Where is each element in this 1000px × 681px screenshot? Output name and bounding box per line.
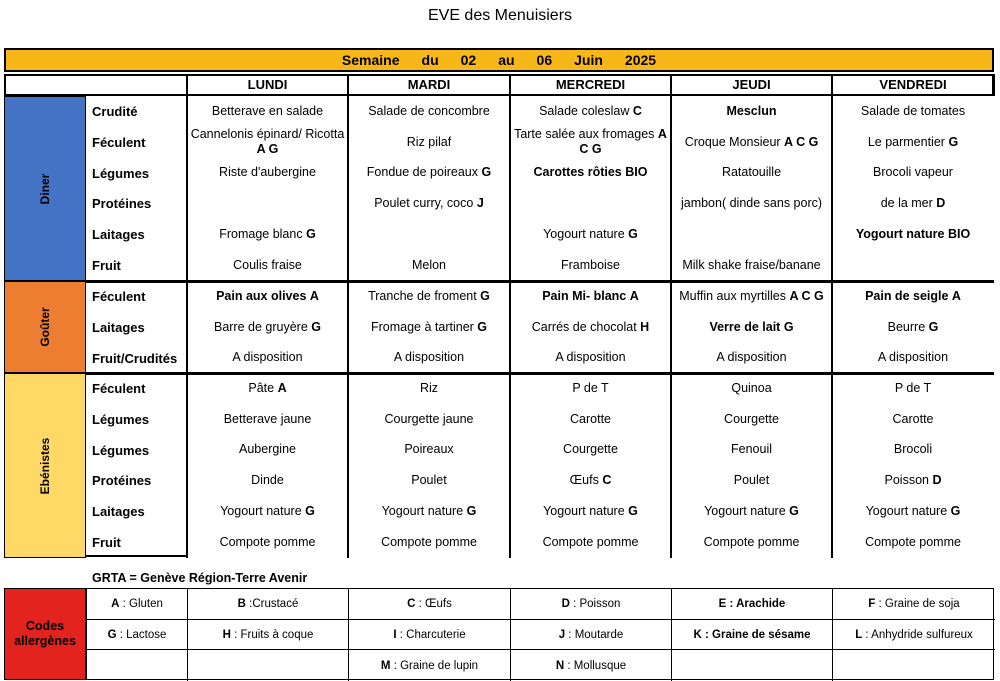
allergen-key: E: [718, 597, 727, 610]
allergen-code: A: [951, 288, 961, 303]
allergen-name: : Fruits à coque: [230, 628, 314, 641]
week-banner: [4, 48, 994, 72]
menu-item-text: Œufs C: [569, 473, 612, 488]
menu-item-text: Compote pomme: [381, 534, 477, 549]
allergen-code: A C G: [789, 288, 824, 303]
row-label: Protéines: [92, 196, 152, 212]
day-header-lundi: LUNDI: [247, 77, 288, 92]
menu-cell: [189, 188, 346, 219]
allergen-key: G: [107, 628, 117, 641]
allergen-key: N: [555, 659, 565, 672]
menu-cell: [189, 435, 346, 466]
allergen-code: G: [311, 319, 321, 334]
column-divider: [186, 74, 188, 558]
menu-item-text: Muffin aux myrtilles A C G: [679, 288, 824, 303]
section-ebenistes: [4, 373, 86, 558]
menu-cell: [350, 312, 508, 343]
allergen-cell: [188, 589, 349, 620]
section-label-gouter: Goûter: [38, 307, 52, 347]
allergen-code: G: [305, 504, 315, 519]
menu-item-text: Salade coleslaw C: [539, 103, 642, 118]
allergen-name: :Crustacé: [245, 597, 299, 610]
menu-cell: [350, 96, 508, 127]
allergen-code: G: [480, 288, 490, 303]
menu-item-text: Melon: [411, 257, 447, 272]
allergen-key: J: [558, 628, 566, 641]
menu-item-text: Tranche de froment G: [368, 288, 490, 303]
allergen-key: M: [380, 659, 391, 672]
menu-item-text: Carotte: [570, 411, 611, 426]
menu-cell: [350, 158, 508, 189]
allergen-name: : Gluten: [119, 597, 163, 610]
menu-cell: [189, 281, 346, 312]
menu-item-text: Poulet: [411, 473, 447, 488]
grta-note: GRTA = Genève Région-Terre Avenir: [92, 571, 308, 585]
menu-cell: [673, 219, 830, 250]
allergen-code: C: [632, 103, 642, 118]
menu-cell: [512, 343, 669, 374]
menu-cell: [189, 527, 346, 558]
menu-item-text: Salade de concombre: [368, 103, 490, 118]
menu-item-text: Carrés de chocolat H: [531, 319, 650, 334]
menu-cell: [189, 312, 346, 343]
menu-item-text: A disposition: [393, 350, 465, 365]
allergen-name: : Anhydride sulfureux: [862, 628, 973, 641]
allergen-code: G: [628, 504, 638, 519]
section-diner: [4, 96, 86, 281]
allergen-cell: [349, 650, 511, 681]
menu-cell: [673, 343, 830, 374]
menu-item-text: Yogourt nature G: [865, 504, 961, 519]
allergen-name: : Arachide: [726, 597, 786, 610]
allergen-key: L: [855, 628, 863, 641]
menu-item-text: Barre de gruyère G: [213, 319, 321, 334]
column-divider: [831, 74, 833, 558]
menu-item-text: Courgette jaune: [384, 411, 474, 426]
menu-cell: [834, 250, 992, 281]
allergen-cell: [511, 620, 672, 651]
menu-cell: [189, 343, 346, 374]
allergen-cell: [672, 620, 833, 651]
allergen-code: D: [936, 196, 946, 211]
week-year: 2025: [624, 52, 657, 68]
menu-cell: [834, 312, 992, 343]
menu-cell: [834, 435, 992, 466]
allergen-cell: [511, 589, 672, 620]
menu-item-text: Yogourt nature G: [704, 504, 799, 519]
menu-cell: [512, 312, 669, 343]
allergen-code: H: [640, 319, 650, 334]
week-month: Juin: [574, 52, 603, 68]
menu-cell: [834, 158, 992, 189]
allergen-code: G: [466, 504, 477, 519]
day-header-mercredi: MERCREDI: [555, 77, 626, 92]
allergen-name: : Graine de lupin: [390, 659, 479, 672]
week-from: du: [421, 52, 439, 68]
menu-item-text: Poireaux: [404, 442, 454, 457]
allergen-cell: [87, 589, 188, 620]
menu-cell: [834, 127, 992, 158]
allergen-code: A G: [256, 142, 279, 157]
allergen-cell: [188, 620, 349, 651]
allergen-key: C: [407, 597, 416, 610]
week-start-day: 02: [460, 52, 477, 68]
menu-item-text: Tarte salée aux fromages A C G: [514, 127, 667, 157]
menu-cell: [673, 188, 830, 219]
allergen-code: A: [277, 380, 287, 395]
menu-cell: [834, 527, 992, 558]
menu-cell: [673, 281, 830, 312]
menu-item-text: Carottes rôties BIO: [533, 165, 648, 180]
allergen-code: J: [476, 196, 484, 211]
menu-cell: [834, 373, 992, 404]
allergen-key: H: [222, 628, 231, 641]
menu-cell: [189, 465, 346, 496]
menu-item-text: Quinoa: [731, 380, 772, 395]
menu-cell: [673, 373, 830, 404]
menu-item-text: Croque Monsieur A C G: [684, 134, 819, 149]
allergen-key: I: [393, 628, 397, 641]
menu-cell: [189, 158, 346, 189]
menu-item-text: Riste d'aubergine: [219, 165, 316, 180]
menu-item-text: P de T: [572, 380, 609, 395]
menu-cell: [512, 435, 669, 466]
menu-item-text: A disposition: [555, 350, 626, 365]
menu-cell: [189, 96, 346, 127]
menu-cell: [512, 465, 669, 496]
menu-item-text: Pain aux olives A: [216, 288, 319, 303]
menu-item-text: Poulet: [733, 473, 770, 488]
menu-item-text: Carotte: [892, 411, 934, 426]
menu-item-text: Verre de lait G: [709, 319, 794, 334]
allergen-code: G: [306, 227, 316, 242]
menu-cell: [350, 281, 508, 312]
allergen-cell: [672, 650, 833, 681]
row-label: Légumes: [92, 411, 150, 427]
menu-item-text: Yogourt nature G: [220, 504, 315, 519]
allergen-name: : Moutarde: [565, 628, 624, 641]
row-label: Crudité: [92, 104, 138, 119]
section-label-diner: Diner: [38, 173, 52, 204]
allergen-cell: [188, 650, 349, 681]
menu-cell: [512, 281, 669, 312]
menu-cell: [673, 250, 830, 281]
menu-item-text: Yogourt nature BIO: [855, 227, 971, 242]
menu-item-text: Betterave jaune: [223, 411, 312, 426]
day-header-jeudi: JEUDI: [732, 77, 771, 92]
allergen-cell: [349, 589, 511, 620]
allergen-code: G: [783, 319, 794, 334]
menu-cell: [350, 527, 508, 558]
section-label-ebenistes: Ebénistes: [38, 437, 52, 494]
menu-item-text: Poisson D: [884, 473, 942, 488]
menu-item-text: Ratatouille: [721, 165, 782, 180]
row-label: Laitages: [92, 504, 145, 520]
menu-item-text: Courgette: [563, 442, 618, 457]
menu-cell: [189, 373, 346, 404]
column-divider: [993, 74, 995, 96]
menu-cell: [350, 404, 508, 435]
allergen-code: A C G: [784, 134, 819, 149]
menu-item-text: Riz: [419, 380, 439, 395]
menu-item-text: Compote pomme: [703, 534, 800, 549]
menu-item-text: Fenouil: [731, 442, 772, 457]
menu-cell: [512, 527, 669, 558]
menu-item-text: Brocoli vapeur: [873, 165, 953, 180]
menu-cell: [189, 127, 346, 158]
menu-cell: [673, 158, 830, 189]
menu-cell: [512, 219, 669, 250]
menu-item-text: Fondue de poireaux G: [366, 165, 492, 180]
menu-item-text: Milk shake fraise/banane: [682, 257, 821, 272]
allergen-key: F: [868, 597, 876, 610]
menu-item-text: Dinde: [251, 473, 284, 488]
menu-cell: [834, 496, 992, 527]
week-to: au: [498, 52, 515, 68]
day-header-vendredi: VENDREDI: [879, 77, 947, 92]
allergen-name: : Poisson: [569, 597, 621, 610]
menu-item-text: Brocoli: [893, 442, 933, 457]
menu-item-text: jambon( dinde sans porc): [680, 196, 823, 211]
menu-item-text: Fromage à tartiner G: [370, 319, 488, 334]
menu-cell: [350, 219, 508, 250]
menu-item-text: Salade de tomates: [860, 103, 966, 118]
menu-cell: [834, 188, 992, 219]
allergen-cell: [833, 620, 995, 651]
menu-item-text: Pain de seigle A: [865, 288, 961, 303]
allergen-code: A C G: [579, 127, 667, 157]
allergen-code: G: [481, 165, 492, 180]
menu-item-text: Aubergine: [239, 442, 296, 457]
allergen-codes-label: Codes allergènes: [4, 588, 86, 680]
allergen-cell: [833, 589, 995, 620]
menu-item-text: A disposition: [232, 350, 303, 365]
row-label: Féculent: [92, 381, 146, 396]
menu-cell: [673, 312, 830, 343]
row-label: Féculent: [92, 289, 146, 304]
menu-cell: [834, 343, 992, 374]
menu-item-text: Le parmentier G: [867, 134, 959, 149]
section-gouter: [4, 281, 86, 373]
menu-cell: [673, 96, 830, 127]
menu-cell: [834, 404, 992, 435]
allergen-name: : Graine de soja: [875, 597, 960, 610]
menu-cell: [834, 465, 992, 496]
row-label: Féculent: [92, 134, 146, 150]
row-label: Fruit/Crudités: [92, 350, 178, 366]
allergen-name: : Œufs: [415, 597, 452, 610]
column-divider: [670, 74, 672, 558]
allergen-code: G: [789, 504, 799, 519]
allergen-cell: [87, 620, 188, 651]
row-label: Protéines: [92, 473, 152, 489]
menu-item-text: Poulet curry, coco J: [374, 196, 484, 211]
menu-item-text: Yogourt nature G: [381, 504, 477, 519]
menu-cell: [673, 496, 830, 527]
allergen-cell: [511, 650, 672, 681]
week-word: Semaine: [341, 52, 400, 68]
menu-cell: [189, 496, 346, 527]
menu-cell: [350, 496, 508, 527]
menu-cell: [189, 250, 346, 281]
menu-cell: [512, 250, 669, 281]
menu-cell: [512, 496, 669, 527]
allergen-name: : Graine de sésame: [701, 628, 811, 641]
menu-item-text: Betterave en salade: [211, 103, 324, 118]
allergen-code: A: [629, 288, 639, 303]
menu-cell: [834, 281, 992, 312]
row-label: Légumes: [92, 442, 150, 458]
allergen-name: : Charcuterie: [396, 628, 466, 641]
allergen-code: A: [309, 288, 319, 303]
menu-cell: [350, 465, 508, 496]
row-label: Légumes: [92, 165, 150, 181]
menu-item-text: Framboise: [560, 257, 621, 272]
allergen-key: K: [693, 628, 702, 641]
column-divider: [347, 74, 349, 558]
allergen-code: G: [950, 504, 961, 519]
menu-cell: [350, 435, 508, 466]
allergen-key: A: [111, 597, 120, 610]
allergen-name: : Lactose: [116, 628, 167, 641]
allergen-code: G: [477, 319, 488, 334]
table-bottom: [86, 555, 187, 557]
menu-item-text: Coulis fraise: [233, 257, 302, 272]
allergen-cell: [87, 650, 188, 681]
menu-cell: [350, 188, 508, 219]
menu-item-text: Compote pomme: [865, 534, 961, 549]
menu-item-text: Cannelonis épinard/ Ricotta A G: [190, 127, 345, 157]
menu-item-text: de la mer D: [880, 196, 946, 211]
page-title: EVE des Menuisiers: [427, 7, 573, 24]
menu-item-text: Fromage blanc G: [219, 227, 316, 242]
menu-item-text: P de T: [894, 380, 932, 395]
menu-item-text: Courgette: [724, 411, 779, 426]
menu-item-text: Riz pilaf: [406, 134, 452, 149]
allergen-code: G: [948, 134, 959, 149]
menu-item-text: Pain Mi- blanc A: [542, 288, 639, 303]
menu-cell: [512, 158, 669, 189]
menu-cell: [350, 127, 508, 158]
menu-cell: [350, 343, 508, 374]
menu-cell: [673, 404, 830, 435]
menu-cell: [512, 188, 669, 219]
allergen-name: : Mollusque: [564, 659, 627, 672]
menu-item-text: Yogourt nature G: [543, 227, 638, 242]
menu-cell: [512, 373, 669, 404]
menu-item-text: Yogourt nature G: [543, 504, 638, 519]
menu-cell: [673, 435, 830, 466]
allergen-key: B: [237, 597, 246, 610]
menu-item-text: Mesclun: [726, 103, 777, 118]
allergen-cell: [833, 650, 995, 681]
menu-cell: [512, 96, 669, 127]
menu-item-text: Compote pomme: [542, 534, 639, 549]
allergen-key: D: [561, 597, 570, 610]
row-label: Fruit: [92, 258, 121, 273]
allergen-cell: [672, 589, 833, 620]
menu-cell: [834, 219, 992, 250]
menu-item-text: Compote pomme: [219, 534, 316, 549]
column-divider: [509, 74, 511, 558]
allergen-cell: [349, 620, 511, 651]
menu-item-text: Beurre G: [887, 319, 939, 334]
row-label: Laitages: [92, 227, 145, 243]
menu-cell: [350, 373, 508, 404]
menu-cell: [189, 404, 346, 435]
allergen-code: D: [932, 473, 942, 488]
menu-cell: [673, 527, 830, 558]
menu-cell: [350, 250, 508, 281]
menu-item-text: A disposition: [877, 350, 949, 365]
row-label: Fruit: [92, 535, 121, 550]
menu-cell: [512, 404, 669, 435]
menu-cell: [189, 219, 346, 250]
menu-cell: [834, 96, 992, 127]
menu-item-text: Pâte A: [248, 380, 287, 395]
menu-cell: [673, 127, 830, 158]
menu-item-text: A disposition: [716, 350, 787, 365]
menu-cell: [673, 465, 830, 496]
allergen-grid: [86, 588, 994, 680]
week-end-day: 06: [536, 52, 553, 68]
allergen-code: C: [602, 473, 612, 488]
row-label: Laitages: [92, 319, 145, 335]
allergen-code: G: [928, 319, 939, 334]
menu-cell: [512, 127, 669, 158]
day-header-mardi: MARDI: [407, 77, 451, 92]
allergen-code: G: [628, 227, 638, 242]
